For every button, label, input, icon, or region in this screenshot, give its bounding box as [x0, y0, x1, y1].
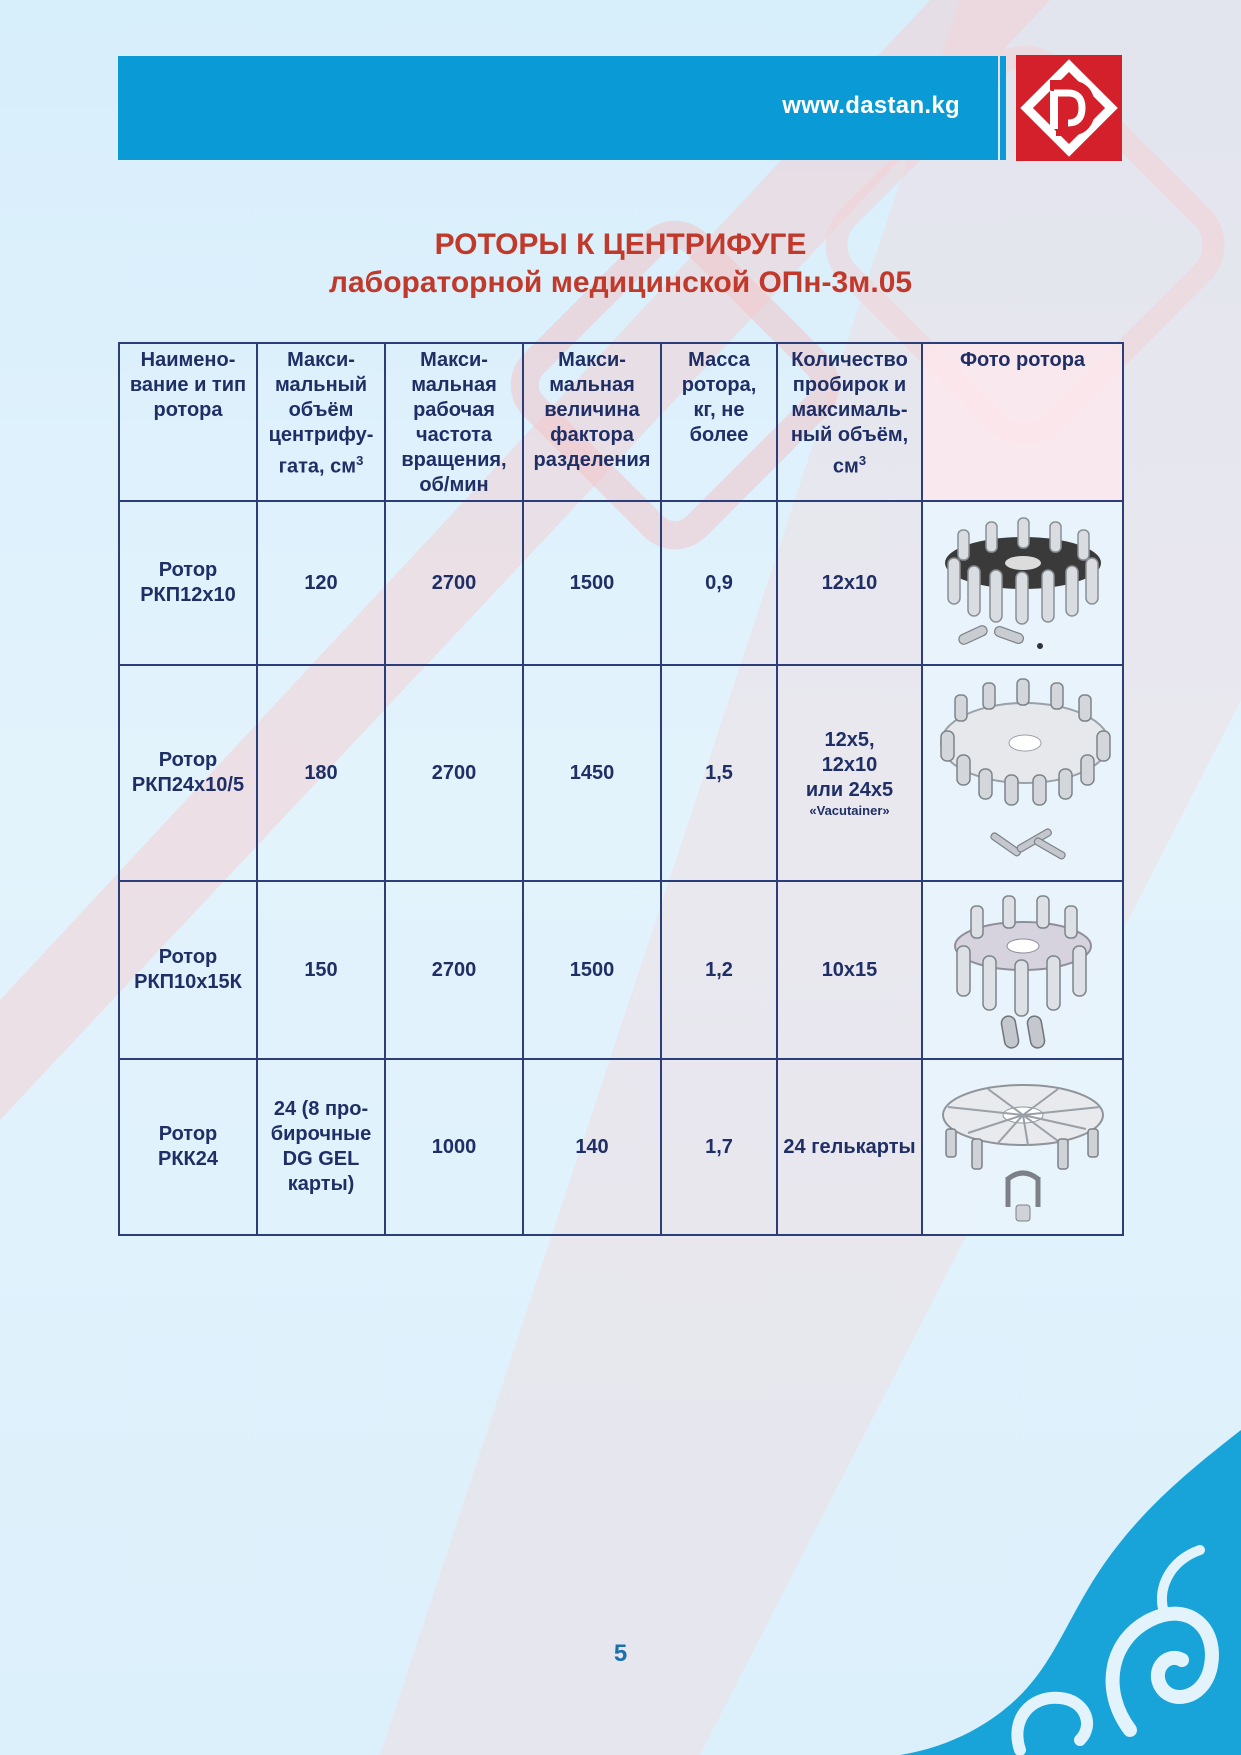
- rotor-tubes: 10х15: [777, 881, 922, 1059]
- rotor-name: Ротор РКК24: [119, 1059, 257, 1235]
- header-photo: Фото ротора: [922, 343, 1123, 501]
- rotor-photo: [922, 665, 1123, 881]
- rotor-volume: 120: [257, 501, 385, 665]
- rotor-speed: 2700: [385, 501, 523, 665]
- rotor-photo: [922, 1059, 1123, 1235]
- table-row: [119, 501, 1123, 665]
- dastan-logo-icon: [1016, 55, 1122, 161]
- rotor-factor: 1500: [523, 881, 661, 1059]
- header-volume: Макси- мальный объём центрифу- гата, $см^3$: [257, 343, 385, 501]
- tubes-note: «Vacutainer»: [809, 802, 890, 818]
- rotor-volume: 150: [257, 881, 385, 1059]
- header-tubes: Количество пробирок и максималь- ный объём, $см^3$: [777, 343, 922, 501]
- rotor-tubes: 12х10: [777, 501, 922, 665]
- table-row: [119, 1059, 1123, 1235]
- rotor-volume: 24 (8 про- бирочные DG GEL карты): [257, 1059, 385, 1235]
- rotor-gelcard-icon: [928, 1067, 1118, 1227]
- rotor-tubes: 24 гелькарты: [777, 1059, 922, 1235]
- page-number: 5: [613, 1640, 628, 1667]
- page-subtitle: лабораторной медицинской ОПн-3м.05: [328, 266, 913, 299]
- header-mass: Масса ротора, кг, не более: [661, 343, 777, 501]
- rotor-factor: 1500: [523, 501, 661, 665]
- rotor-tubes: 12х5, 12х10 или 24х5 «Vacutainer»: [777, 665, 922, 881]
- page-title: РОТОРЫ К ЦЕНТРИФУГЕ: [434, 228, 807, 261]
- site-url[interactable]: www.dastan.kg: [782, 92, 960, 119]
- ornament-icon: [900, 1430, 1241, 1755]
- rotor-speed: 1000: [385, 1059, 523, 1235]
- header-factor: Макси- мальная величина фактора разделения: [523, 343, 661, 501]
- table-header-row: [119, 343, 1123, 501]
- header-speed: Макси- мальная рабочая частота вращения, об/мин: [385, 343, 523, 501]
- rotor-factor: 1450: [523, 665, 661, 881]
- rotor-speed: 2700: [385, 665, 523, 881]
- rotor-mass: 1,7: [661, 1059, 777, 1235]
- rotor-10-buckets-icon: [933, 888, 1113, 1053]
- rotor-factor: 140: [523, 1059, 661, 1235]
- rotor-name: Ротор РКП12х10: [119, 501, 257, 665]
- rotor-name: Ротор РКП24х10/5: [119, 665, 257, 881]
- rotor-name: Ротор РКП10х15К: [119, 881, 257, 1059]
- table-row: [119, 881, 1123, 1059]
- rotor-photo: [922, 501, 1123, 665]
- rotor-speed: 2700: [385, 881, 523, 1059]
- header-stripe: [1000, 56, 1006, 160]
- rotor-mass: 1,5: [661, 665, 777, 881]
- rotor-mass: 0,9: [661, 501, 777, 665]
- header-name: Наимено- вание и тип ротора: [119, 343, 257, 501]
- rotor-24-buckets-icon: [927, 673, 1123, 873]
- rotor-mass: 1,2: [661, 881, 777, 1059]
- table-row: [119, 665, 1123, 881]
- rotor-spec-table: [118, 342, 1124, 1236]
- rotor-12-buckets-dark-icon: [928, 508, 1118, 658]
- header-bar: [118, 56, 998, 160]
- rotor-volume: 180: [257, 665, 385, 881]
- rotor-photo: [922, 881, 1123, 1059]
